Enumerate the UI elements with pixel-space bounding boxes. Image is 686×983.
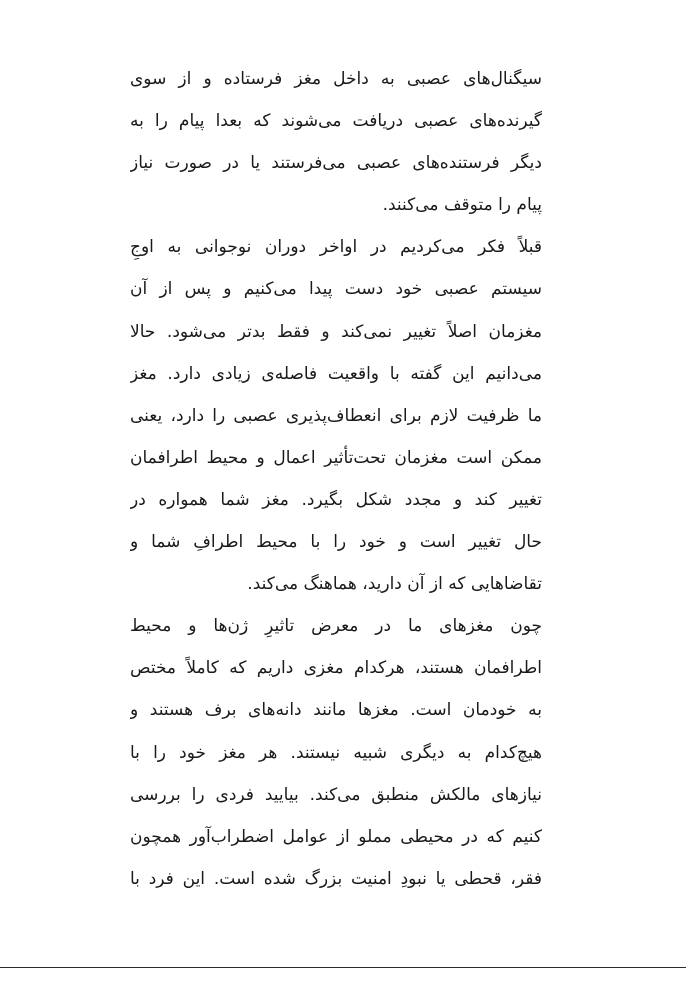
page-edge-divider [0, 967, 686, 968]
paragraph-3 [130, 605, 542, 900]
text-line: چون مغزهای ما در معرض تاثیرِ ژن‌ها و محیط [130, 616, 542, 637]
body-text [130, 58, 542, 900]
text-line: به خودمان است. مغزها مانند دانه‌های برف هستند و [130, 700, 542, 721]
text-line: سیگنال‌های عصبی به داخل مغز فرستاده و از سوی [130, 69, 542, 89]
text-line: تغییر کند و مجدد شکل بگیرد. مغز شما همواره در [130, 489, 542, 510]
text-line: می‌دانیم این گفته با واقعیت فاصله‌ی زیادی دارد. مغز [130, 363, 542, 384]
text-line: مغزمان اصلاً تغییر نمی‌کند و فقط بدتر می‌شود. حالا [130, 321, 542, 342]
text-line: حال تغییر است و خود را با محیط اطرافِ شما و [130, 532, 542, 553]
text-line: دیگر فرستنده‌های عصبی می‌فرستند یا در صورت نیاز [130, 153, 542, 174]
paragraph-1 [130, 58, 542, 226]
text-line: گیرنده‌های عصبی دریافت می‌شوند که بعدا پیام را به [130, 111, 542, 132]
text-line: فقر، قحطی یا نبودِ امنیت بزرگ شده است. این فرد با [130, 868, 542, 889]
text-line: ممکن است مغزمان تحت‌تأثیر اعمال و محیط اطرافمان [130, 447, 542, 468]
text-line: تقاضاهایی که از آن دارید، هماهنگ می‌کند. [247, 574, 542, 595]
text-line: اطرافمان هستند، هرکدام مغزی داریم که کاملاً مختص [130, 658, 542, 679]
text-line: هیچ‌کدام به دیگری شبیه نیستند. هر مغز خود را با [130, 742, 542, 763]
paragraph-2 [130, 226, 542, 605]
text-line: ما ظرفیت لازم برای انعطاف‌پذیری عصبی را دارد، یعنی [130, 405, 542, 426]
text-line: سیستم عصبی خود دست پیدا می‌کنیم و پس از آن [130, 279, 542, 300]
text-line: پیام را متوقف می‌کنند. [382, 195, 542, 216]
text-line: نیازهای مالکش منطبق می‌کند. بیایید فردی را بررسی [130, 784, 542, 805]
text-line: قبلاً فکر می‌کردیم در اواخر دوران نوجوانی به اوجِ [130, 237, 542, 258]
text-line: کنیم که در محیطی مملو از عوامل اضطراب‌آور همچون [130, 826, 542, 847]
